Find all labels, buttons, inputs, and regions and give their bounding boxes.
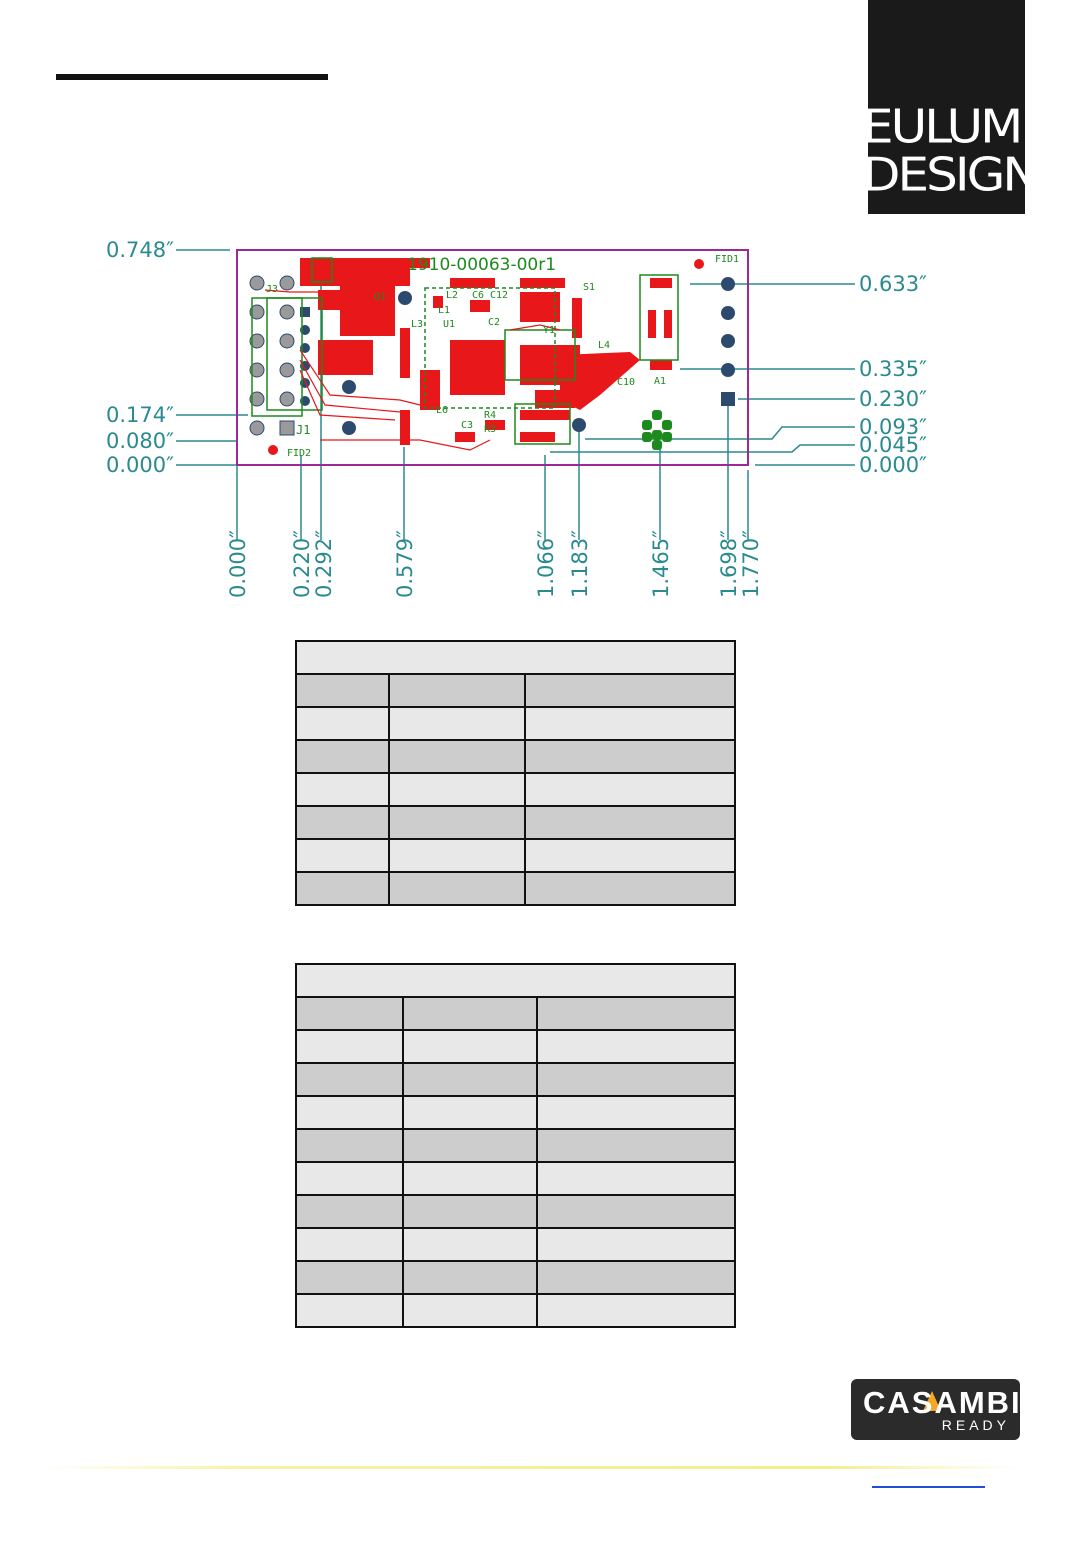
pcb-label-l6: L6 <box>436 405 449 416</box>
casambi-ready-badge <box>851 1379 1020 1440</box>
table-cell <box>403 1294 537 1327</box>
table-cell <box>537 1228 735 1261</box>
table-cell <box>296 740 389 773</box>
table-cell <box>296 1228 403 1261</box>
table-cell <box>296 1096 403 1129</box>
table-cell <box>296 1294 403 1327</box>
dim-bottom-0: 0.000″ <box>226 530 250 598</box>
table-cell <box>403 1129 537 1162</box>
pcb-label-fid1: FID1 <box>715 254 740 265</box>
dim-bottom-7: 1.698″ <box>717 530 741 598</box>
table-cell <box>403 1162 537 1195</box>
pcb-label-a1: A1 <box>654 376 667 387</box>
dim-bottom-5: 1.183″ <box>568 530 592 598</box>
table-cell <box>537 1162 735 1195</box>
table-cell <box>296 707 389 740</box>
table-cell <box>296 997 403 1030</box>
dim-left-3: 0.000″ <box>106 453 174 477</box>
table-2-title <box>296 964 735 997</box>
table-cell <box>296 674 389 707</box>
dim-right-4: 0.045″ <box>859 433 927 457</box>
pcb-label-r4: R4 <box>484 410 497 421</box>
table-cell <box>403 1195 537 1228</box>
dim-bottom-2: 0.292″ <box>312 530 336 598</box>
spec-table-2 <box>295 963 736 1328</box>
pcb-label-fid2: FID2 <box>287 448 312 459</box>
table-cell <box>389 872 525 905</box>
pcb-label-j3: J3 <box>266 284 279 295</box>
casambi-brand: CASAMBI <box>863 1385 1022 1420</box>
pcb-label-c2: C2 <box>488 317 501 328</box>
dim-right-5: 0.000″ <box>859 453 927 477</box>
table-cell <box>403 1096 537 1129</box>
table-cell <box>525 839 735 872</box>
pcb-label-c10: C10 <box>617 377 636 388</box>
pcb-board <box>237 250 748 465</box>
table-cell <box>296 1129 403 1162</box>
pcb-label-j1: J1 <box>296 423 311 437</box>
table-cell <box>389 839 525 872</box>
dim-right-1: 0.335″ <box>859 357 927 381</box>
spec-table-1 <box>295 640 736 906</box>
dim-right-2: 0.230″ <box>859 387 927 411</box>
table-cell <box>296 1162 403 1195</box>
table-cell <box>296 1030 403 1063</box>
pcb-label-l1: L1 <box>438 305 451 316</box>
table-cell <box>537 1261 735 1294</box>
pcb-label-u1: U1 <box>443 319 456 330</box>
eulum-design-logo <box>862 0 1037 214</box>
dim-left-2: 0.080″ <box>106 429 174 453</box>
table-cell <box>296 773 389 806</box>
heading-rule <box>56 74 328 80</box>
table-cell <box>525 872 735 905</box>
dim-bottom-3: 0.579″ <box>393 530 417 598</box>
table-cell <box>296 1261 403 1294</box>
pcb-label-c3: C3 <box>461 420 474 431</box>
pcb-part-number: 1910-00063-00r1 <box>407 255 557 275</box>
pcb-dimension-drawing <box>0 220 1080 620</box>
table-1-title <box>296 641 735 674</box>
table-cell <box>296 806 389 839</box>
table-cell <box>403 1030 537 1063</box>
pcb-label-c6: C6 <box>472 290 485 301</box>
table-cell <box>537 1129 735 1162</box>
table-cell <box>389 806 525 839</box>
table-cell <box>537 1195 735 1228</box>
logo-line-2: DESIGN <box>862 148 1037 202</box>
dim-bottom-8: 1.770″ <box>739 530 763 598</box>
table-cell <box>525 806 735 839</box>
dim-left-1: 0.174″ <box>106 403 174 427</box>
pcb-label-l3: L3 <box>411 319 424 330</box>
table-cell <box>537 1294 735 1327</box>
table-cell <box>537 1030 735 1063</box>
table-cell <box>525 674 735 707</box>
logo-line-1: EULUM <box>862 100 1021 154</box>
pcb-label-r3: R3 <box>484 424 497 435</box>
table-cell <box>525 707 735 740</box>
pcb-label-c12: C12 <box>490 290 509 301</box>
table-cell <box>525 773 735 806</box>
dim-bottom-6: 1.465″ <box>649 530 673 598</box>
table-cell <box>403 1063 537 1096</box>
pcb-label-q1: Q1 <box>374 292 387 303</box>
dim-bottom-4: 1.066″ <box>534 530 558 598</box>
pcb-label-l2: L2 <box>446 290 459 301</box>
footer-link[interactable] <box>872 1486 985 1488</box>
dim-bottom-1: 0.220″ <box>290 530 314 598</box>
table-cell <box>537 1063 735 1096</box>
table-cell <box>525 740 735 773</box>
pcb-label-s1: S1 <box>583 282 596 293</box>
table-cell <box>389 707 525 740</box>
table-cell <box>389 740 525 773</box>
table-cell <box>537 997 735 1030</box>
table-cell <box>389 773 525 806</box>
table-cell <box>403 1261 537 1294</box>
table-cell <box>296 839 389 872</box>
table-cell <box>296 872 389 905</box>
dim-left-0: 0.748″ <box>106 238 174 262</box>
dim-right-0: 0.633″ <box>859 272 927 296</box>
table-cell <box>403 1228 537 1261</box>
table-cell <box>403 997 537 1030</box>
table-cell <box>389 674 525 707</box>
table-cell <box>296 1063 403 1096</box>
dim-right-3: 0.093″ <box>859 415 927 439</box>
pcb-label-y1: Y1 <box>543 325 556 336</box>
pcb-label-l4: L4 <box>598 340 611 351</box>
table-cell <box>296 1195 403 1228</box>
footer-divider <box>40 1466 1020 1469</box>
casambi-ready-text: READY <box>941 1417 1010 1433</box>
table-cell <box>537 1096 735 1129</box>
